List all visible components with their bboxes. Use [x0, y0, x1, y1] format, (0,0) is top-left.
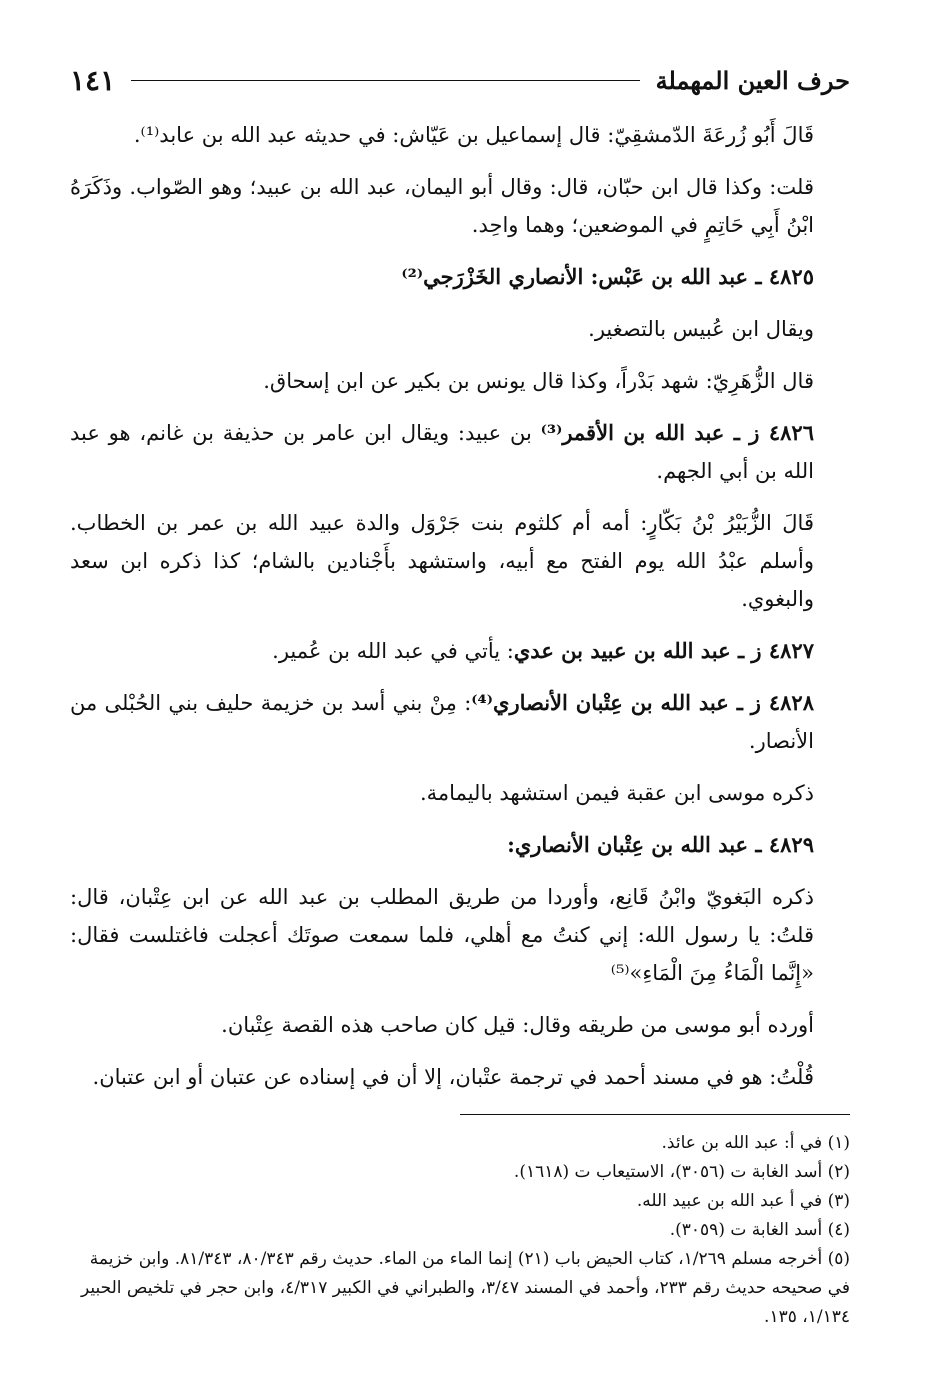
footnote-2: (٢) أسد الغابة ت (٣٠٥٦)، الاستيعاب ت (١٦١٨).: [513, 1162, 850, 1182]
footnote-separator: [460, 1114, 850, 1115]
paragraph-4: ويقال ابن عُبيس بالتصغير.: [588, 317, 814, 341]
main-text: [70, 116, 850, 1096]
paragraph-10: ذكره موسى ابن عقبة فيمن استشهد باليمامة.: [419, 781, 814, 805]
footnote-1: (١) في أ: عبد الله بن عائذ.: [661, 1133, 850, 1153]
entry-4826: ٤٨٢٦ ز ـ عبد الله بن الأقمر⁽³⁾ بن عبيد: ويقال ابن عامر بن حذيفة بن غانم، هو عبد الله بن أبي الجهم.: [70, 420, 814, 483]
running-title: حرف العين المهملة: [655, 65, 850, 95]
header-rule: [131, 80, 640, 81]
entry-4829: ٤٨٢٩ ـ عبد الله بن عِتْبان الأنصاري:: [507, 832, 814, 857]
footnotes: [70, 1129, 850, 1332]
footnote-4: (٤) أسد الغابة ت (٣٠٥٩).: [669, 1220, 850, 1240]
footnote-3: (٣) في أ عبد الله بن عبيد الله.: [636, 1191, 850, 1211]
paragraph-5: قال الزُّهَرِيّ: شهد بَدْراً، وكذا قال يونس بن بكير عن ابن إسحاق.: [263, 369, 814, 393]
entry-4828: ٤٨٢٨ ز ـ عبد الله بن عِتْبان الأنصاري⁽⁴⁾: مِنْ بني أسد بن خزيمة حليف بني الحُبْلى من الأنصار.: [70, 690, 814, 753]
footnote-5: (٥) أخرجه مسلم ١/٢٦٩، كتاب الحيض باب (٢١) إنما الماء من الماء. حديث رقم ٨٠/٣٤٣، ٨١/٣٤٣. وابن خزيمة في صحيحه حديث رقم ٢٣٣، وأحمد في المسند ٣/٤٧، والطبراني في الكبير ٤/٣١٧، وابن حجر في تلخيص الحبير ١/١٣٤، ١٣٥.: [81, 1249, 850, 1327]
paragraph-12: ذكره البَغويّ وابْنُ قَانِع، وأوردا من طريق المطلب بن عبد الله عن ابن عِتْبان، قال: قلتُ: يا رسول الله: إني كنتُ مع أهلي، فلما سمعت صوتَك أعجلت فاغتلست فقال: «إِنَّما الْمَاءُ مِنَ الْمَاءِ»⁽⁵⁾: [70, 885, 814, 985]
page-number: ١٤١: [70, 63, 116, 97]
paragraph-2: قلت: وكذا قال ابن حبّان، قال: وقال أبو اليمان، عبد الله بن عبيد؛ وهو الصّواب. وذَكَرَهُ ابْنُ أَبِي حَاتِمٍ في الموضعين؛ وهما واحِد.: [70, 175, 814, 237]
paragraph-13: أورده أبو موسى من طريقه وقال: قيل كان صاحب هذه القصة عِتْبان.: [221, 1013, 814, 1037]
paragraph-14: قُلْتُ: هو في مسند أحمد في ترجمة عتْبان، إلا أن في إسناده عن عتبان أو ابن عتبان.: [92, 1065, 814, 1089]
page-header: [70, 58, 850, 102]
entry-4827: ٤٨٢٧ ز ـ عبد الله بن عبيد بن عدي: يأتي في عبد الله بن عُمير.: [272, 638, 814, 663]
paragraph-7: قَالَ الزُّبَيْرُ بْنُ بَكّارٍ: أمه أم كلثوم بنت جَرْوَل والدة عبيد الله بن عمر بن الخطاب. وأسلم عبْدُ الله يوم الفتح مع أبيه، واستشهد بأَجْنادين بالشام؛ كذا ذكره ابن سعد والبغوي.: [70, 511, 814, 611]
entry-4825: ٤٨٢٥ ـ عبد الله بن عَبْس: الأنصاري الخَزْرَجي⁽²⁾: [401, 264, 814, 289]
paragraph-1: قَالَ أَبُو زُرعَةَ الدّمشقِيّ: قال إسماعيل بن عَيّاش: في حديثه عبد الله بن عابد⁽¹⁾.: [133, 123, 814, 147]
